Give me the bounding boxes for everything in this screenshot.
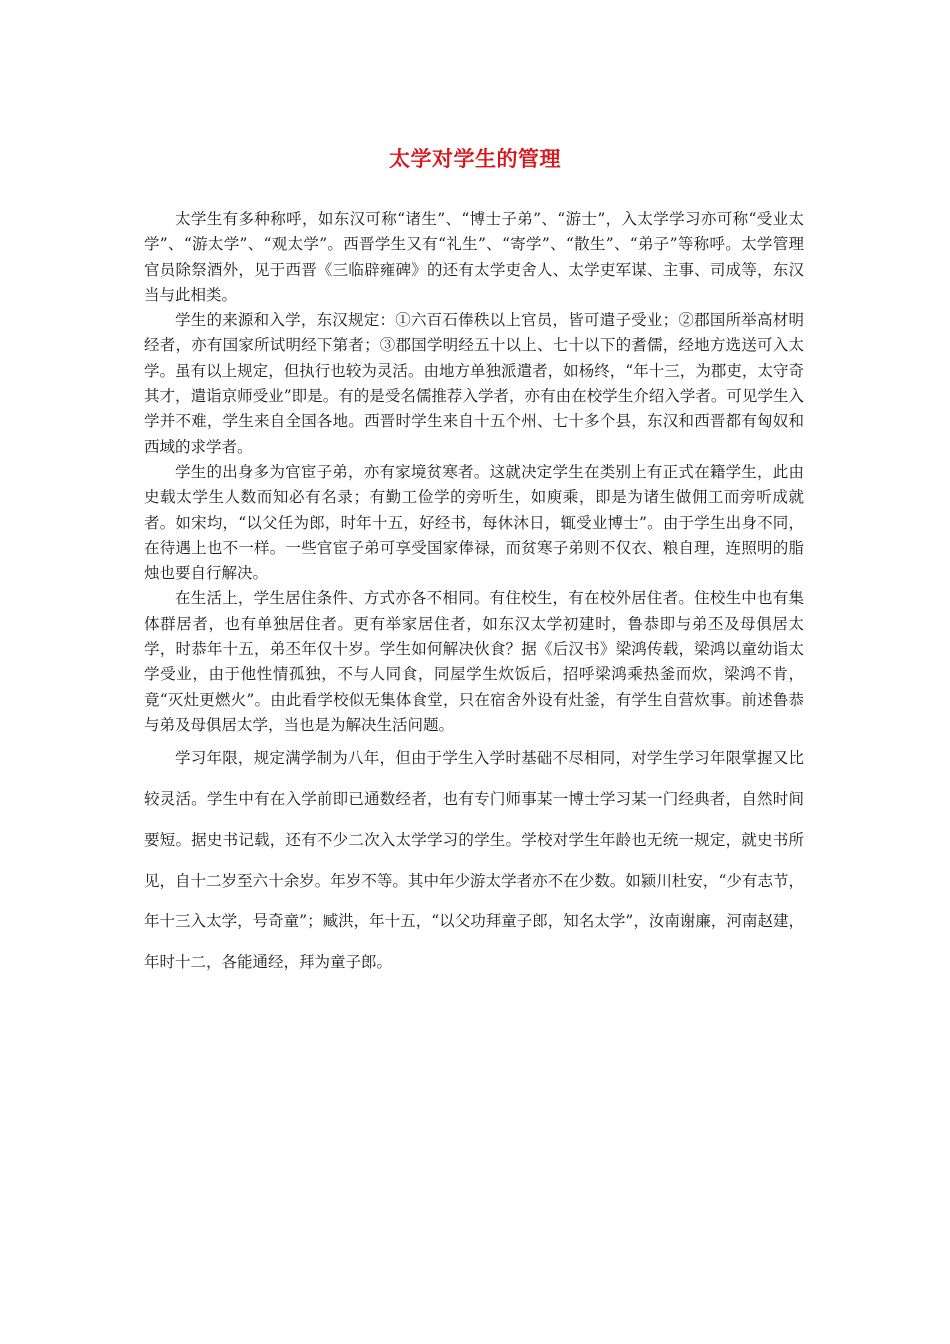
paragraph-study-duration: 学习年限，规定满学制为八年，但由于学生入学时基础不尽相同，对学生学习年限掌握又比较灵活。学生中有在入学前即已通数经者，也有专门师事某一博士学习某一门经典者，自然时间要短。据史书记载，还有不少二次入太学学习的学生。学校对学生年龄也无统一规定，就史书所见，自十二岁至六十余岁。年岁不等。其中年少游太学者亦不在少数。如颍川杜安，“少有志节，年十三入太学，号奇童”；臧洪，年十五，“以父功拜童子郎，知名太学”，汝南谢廉，河南赵建，年时十二，各能通经，拜为童子郎。 [144, 749, 804, 972]
paragraph-admission: 学生的来源和入学，东汉规定：①六百石俸秩以上官员，皆可遣子受业；②郡国所举高材明经者，亦有国家所试明经下第者；③郡国学明经五十以上、七十以下的耆儒，经地方选送可入太学。虽有以上规定，但执行也较为灵活。由地方单独派遣者，如杨终，“年十三，为郡吏，太守奇其才，遣诣京师受业”即是。有的是受名儒推荐入学者，亦有由在校学生介绍入学者。可见学生入学并不难，学生来自全国各地。西晋时学生来自十五个州、七十多个县，东汉和西晋都有匈奴和西域的求学者。 [144, 311, 804, 456]
document-title: 太学对学生的管理 [389, 146, 561, 171]
document-body [144, 207, 804, 983]
paragraph-student-titles: 太学生有多种称呼，如东汉可称“诸生”、“博士子弟”、“游士”，入太学学习亦可称“受业太学”、“游太学”、“观太学”。西晋学生又有“礼生”、“寄学”、“散生”、“弟子”等称呼。太学管理官员除祭酒外，见于西晋《三临辟雍碑》的还有太学吏舍人、太学吏军谋、主事、司成等，东汉当与此相类。 [144, 210, 805, 304]
paragraph-student-background: 学生的出身多为官宦子弟，亦有家境贫寒者。这就决定学生在类别上有正式在籍学生，此由史载太学生人数而知必有名录；有勤工俭学的旁听生，如庾乘，即是为诸生做佣工而旁听成就者。如宋均，“以父任为郎，时年十五，好经书，每休沐日，辄受业博士”。由于学生出身不同，在待遇上也不一样。一些官宦子弟可享受国家俸禄，而贫寒子弟则不仅衣、粮自理，连照明的脂烛也要自行解决。 [144, 462, 804, 583]
paragraph-living-conditions: 在生活上，学生居住条件、方式亦各不相同。有住校生，有在校外居住者。住校生中也有集体群居者，也有单独居住者。更有举家居住者，如东汉太学初建时，鲁恭即与弟丕及母俱居太学，时恭年十五，弟丕年仅十岁。学生如何解决伙食？据《后汉书》梁鸿传载，梁鸿以童幼诣太学受业，由于他性情孤独，不与人同食，同屋学生炊饭后，招呼梁鸿乘热釜而炊，梁鸿不肯，竟“灭灶更燃火”。由此看学校似无集体食堂，只在宿舍外设有灶釜，有学生自营炊事。前述鲁恭与弟及母俱居太学，当也是为解决生活问题。 [144, 589, 804, 734]
